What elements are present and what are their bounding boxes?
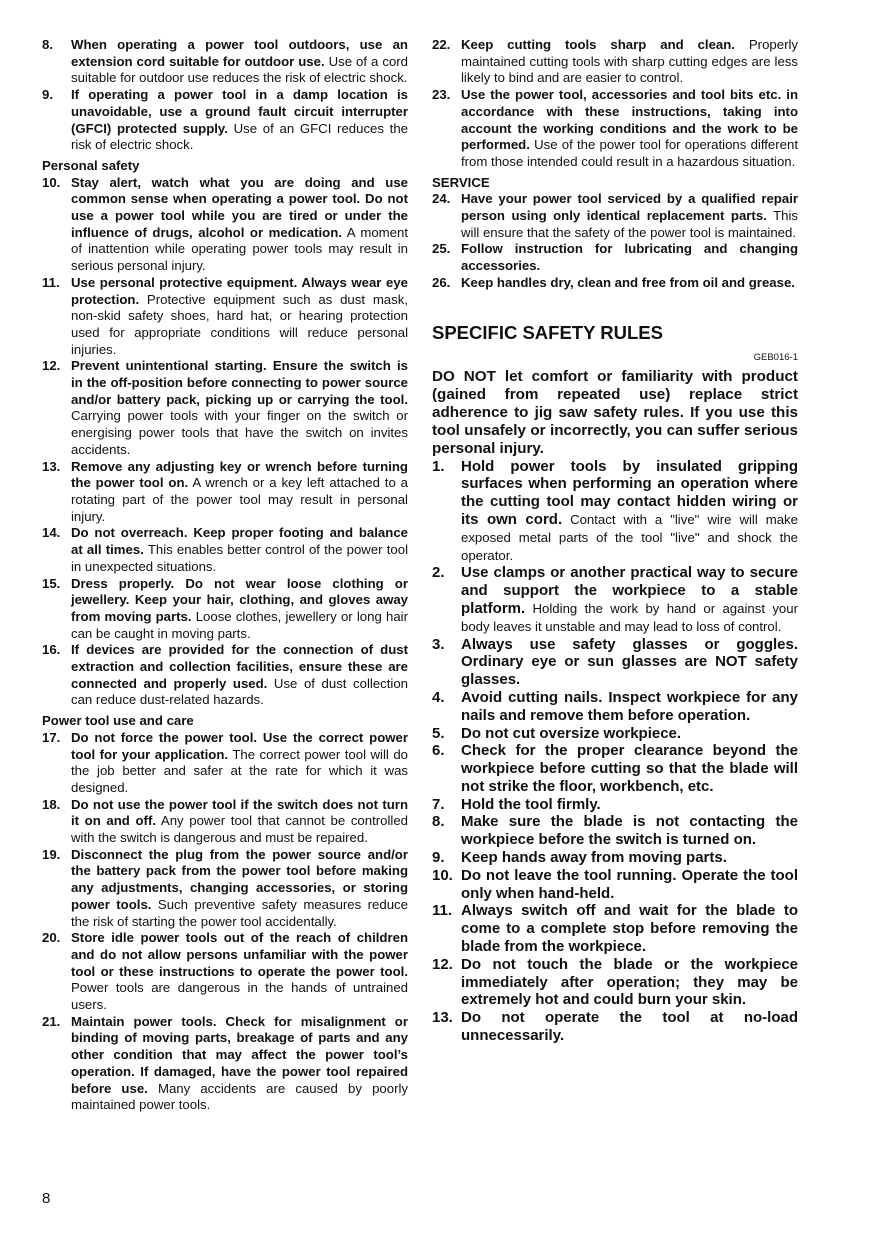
- rule-number: 9.: [432, 849, 445, 867]
- rule-item: [42, 797, 408, 847]
- intro-warning: DO NOT let comfort or familiarity with product (gained from repeated use) replace strict adherence to jig saw safety rules. If you use this tool unsafely or incorrectly, you can suffer serious personal injury.: [432, 367, 798, 457]
- section-heading: SPECIFIC SAFETY RULES: [432, 321, 663, 343]
- rule-bold-text: Do not use the power tool if the switch does not turn it on and off.: [71, 796, 408, 829]
- rule-number: 24.: [432, 191, 451, 207]
- rule-bold-text: Dress properly. Do not wear loose clothing or jewellery. Keep your hair, clothing, and gloves away from moving parts.: [71, 575, 408, 624]
- rule-text: [461, 867, 798, 903]
- rule-text: [71, 576, 408, 643]
- subsection-heading: Power tool use and care: [42, 713, 194, 729]
- rule-number: 26.: [432, 274, 451, 290]
- rule-text: [71, 1014, 408, 1114]
- rule-item: [432, 867, 798, 903]
- rule-item: [432, 902, 798, 955]
- right-column: [432, 37, 798, 1045]
- specific-rules-list: [432, 458, 798, 1045]
- rule-text: [71, 358, 408, 458]
- rule-bold-text: Always use safety glasses or goggles. Ordinary eye or sun glasses are NOT safety glasses.: [461, 635, 798, 689]
- rule-number: 23.: [432, 87, 451, 103]
- rule-bold-text: Always switch off and wait for the blade to come to a complete stop before removing the blade from the workpiece.: [461, 902, 798, 956]
- rule-text: [461, 37, 798, 87]
- rule-number: 7.: [432, 795, 445, 813]
- rule-item: [432, 1009, 798, 1045]
- rule-bold-text: Do not touch the blade or the workpiece immediately after operation; they may be extremely hot and could burn your skin.: [461, 955, 798, 1009]
- rule-item: [42, 930, 408, 1014]
- rule-text: [461, 275, 798, 292]
- rule-text: [461, 725, 798, 743]
- rule-item: [42, 459, 408, 526]
- rule-item: [432, 458, 798, 565]
- rule-item: [432, 725, 798, 743]
- rule-item: [42, 37, 408, 87]
- rule-bold-text: Store idle power tools out of the reach of children and do not allow persons unfamiliar with the power tool or these instructions to operate the power tool.: [71, 930, 408, 979]
- rule-explanation: Properly maintained cutting tools with sharp cutting edges are less likely to bind and are easier to control.: [461, 37, 798, 86]
- rule-text: [461, 956, 798, 1009]
- rule-explanation: Contact with a "live" wire will make exposed metal parts of the tool "live" and shock the operator.: [461, 511, 798, 563]
- rule-item: [432, 37, 798, 87]
- rule-item: [432, 956, 798, 1009]
- rule-item: [42, 642, 408, 709]
- rule-item: [42, 1014, 408, 1114]
- rule-item: [42, 576, 408, 643]
- general-rules-continued: [432, 37, 798, 292]
- rule-item: [432, 191, 798, 241]
- rule-number: 15.: [42, 575, 61, 591]
- rule-text: [461, 849, 798, 867]
- rule-explanation: Protective equipment such as dust mask, non-skid safety shoes, hard hat, or hearing protection used for appropriate conditions will reduce personal injuries.: [71, 291, 408, 357]
- rule-number: 25.: [432, 241, 451, 257]
- rule-text: [461, 458, 798, 565]
- rule-explanation: Use of an GFCI reduces the risk of electric shock.: [71, 120, 408, 153]
- rule-bold-text: Prevent unintentional starting. Ensure the switch is in the off-position before connecting to power source and/or battery pack, picking up or carrying the tool.: [71, 358, 408, 407]
- rule-explanation: Power tools are dangerous in the hands of untrained users.: [71, 980, 408, 1013]
- rule-text: [461, 241, 798, 274]
- rule-bold-text: Use clamps or another practical way to secure and support the workpiece to a stable platform.: [461, 564, 798, 617]
- rule-bold-text: Hold power tools by insulated gripping surfaces when performing an operation where the cutting tool may contact hidden wiring or its own cord.: [461, 457, 798, 528]
- rule-bold-text: Do not cut oversize workpiece.: [461, 724, 682, 742]
- rule-number: 16.: [42, 642, 61, 658]
- rule-item: [432, 796, 798, 814]
- rule-bold-text: Make sure the blade is not contacting the workpiece before the switch is turned on.: [461, 813, 798, 849]
- rule-item: [432, 689, 798, 725]
- rule-bold-text: Do not force the power tool. Use the correct power tool for your application.: [71, 729, 408, 762]
- rule-item: [42, 358, 408, 458]
- rule-number: 9.: [42, 87, 53, 103]
- rule-bold-text: Use the power tool, accessories and tool bits etc. in accordance with these instructions, taking into account the working conditions and the work to be performed.: [461, 87, 798, 153]
- rule-text: [71, 87, 408, 154]
- rule-number: 18.: [42, 796, 61, 812]
- document-code: GEB016-1: [753, 351, 798, 363]
- rule-explanation: A wrench or a key left attached to a rotating part of the power tool may result in personal injury.: [71, 475, 408, 524]
- rule-number: 14.: [42, 525, 61, 541]
- rule-item: [432, 275, 798, 292]
- rule-text: [461, 813, 798, 849]
- rule-item: [432, 636, 798, 689]
- rule-number: 11.: [432, 902, 453, 920]
- rule-number: 19.: [42, 846, 61, 862]
- rule-number: 4.: [432, 688, 445, 706]
- rule-explanation: Holding the work by hand or against your body leaves it unstable and may lead to loss of control.: [461, 600, 798, 634]
- rule-number: 20.: [42, 930, 61, 946]
- rule-text: [71, 930, 408, 1014]
- rule-text: [461, 191, 798, 241]
- rule-bold-text: Do not overreach. Keep proper footing and balance at all times.: [71, 525, 408, 558]
- rule-text: [71, 730, 408, 797]
- rule-explanation: Use of a cord suitable for outdoor use reduces the risk of electric shock.: [71, 53, 408, 86]
- rule-item: [42, 525, 408, 575]
- rule-number: 5.: [432, 724, 445, 742]
- rule-number: 13.: [432, 1009, 453, 1027]
- rule-item: [432, 742, 798, 795]
- rule-bold-text: Follow instruction for lubricating and changing accessories.: [461, 241, 798, 274]
- rule-bold-text: Maintain power tools. Check for misalignment or binding of moving parts, breakage of parts and any other condition that may affect the power tool’s operation. If damaged, have the power tool repaired before use.: [71, 1013, 408, 1096]
- rule-bold-text: Keep cutting tools sharp and clean.: [461, 37, 735, 52]
- rule-text: [71, 642, 408, 709]
- rule-number: 12.: [42, 358, 61, 374]
- rule-text: [71, 797, 408, 847]
- rule-number: 17.: [42, 729, 61, 745]
- rule-explanation: Any power tool that cannot be controlled with the switch is dangerous and must be repaired.: [71, 813, 409, 846]
- page-number: 8: [42, 1190, 51, 1207]
- rule-text: [461, 636, 798, 689]
- rule-bold-text: If operating a power tool in a damp location is unavoidable, use a ground fault circuit interrupter (GFCI) protected supply.: [71, 87, 408, 136]
- rule-item: [432, 849, 798, 867]
- rule-bold-text: Keep hands away from moving parts.: [461, 849, 727, 867]
- rule-bold-text: Stay alert, watch what you are doing and use common sense when operating a power tool. Do not use a power tool while you are tired or under the influence of drugs, alcohol or medication.: [71, 174, 408, 240]
- rule-text: [71, 175, 408, 275]
- rule-explanation: Use of the power tool for operations different from those intended could result in a hazardous situation.: [461, 137, 798, 169]
- rule-number: 6.: [432, 742, 445, 760]
- rule-explanation: A moment of inattention while operating power tools may result in serious personal injury.: [71, 224, 408, 274]
- rule-number: 1.: [432, 457, 445, 475]
- rule-text: [71, 275, 408, 359]
- rule-item: [42, 847, 408, 931]
- rule-bold-text: Check for the proper clearance beyond the workpiece before cutting so that the blade will not strike the floor, workbench, etc.: [461, 742, 798, 795]
- rule-number: 10.: [42, 174, 61, 190]
- rule-explanation: This enables better control of the power tool in unexpected situations.: [71, 542, 408, 574]
- rule-bold-text: Keep handles dry, clean and free from oil and grease.: [461, 274, 795, 290]
- rule-bold-text: Do not leave the tool running. Operate the tool only when hand-held.: [461, 866, 798, 902]
- rule-number: 13.: [42, 458, 61, 474]
- rule-text: [461, 796, 798, 814]
- rule-text: [461, 1009, 798, 1045]
- rule-number: 8.: [42, 37, 53, 52]
- rule-number: 11.: [42, 274, 60, 290]
- rule-item: [432, 87, 798, 171]
- rule-item: [42, 730, 408, 797]
- rule-number: 3.: [432, 635, 445, 653]
- rule-text: [461, 742, 798, 795]
- subsection-heading: SERVICE: [432, 174, 490, 190]
- rule-number: 10.: [432, 866, 453, 884]
- rule-item: [42, 275, 408, 359]
- rule-explanation: Loose clothes, jewellery or long hair can be caught in moving parts.: [71, 608, 408, 641]
- rule-item: [432, 564, 798, 635]
- rule-explanation: Use of dust collection can reduce dust-related hazards.: [71, 675, 409, 708]
- rule-item: [432, 813, 798, 849]
- rule-number: 2.: [432, 564, 445, 582]
- rule-bold-text: Avoid cutting nails. Inspect workpiece for any nails and remove them before operation.: [461, 688, 798, 724]
- rule-number: 22.: [432, 37, 451, 52]
- rule-bold-text: Remove any adjusting key or wrench before turning the power tool on.: [71, 458, 408, 491]
- rule-text: [71, 37, 408, 87]
- rule-item: [432, 241, 798, 274]
- rule-bold-text: If devices are provided for the connection of dust extraction and collection facilities, ensure these are connected and properly used.: [71, 642, 408, 691]
- rule-explanation: Many accidents are caused by poorly maintained power tools.: [71, 1080, 409, 1113]
- subsection-heading: Personal safety: [42, 157, 140, 173]
- rule-bold-text: Have your power tool serviced by a qualified repair person using only identical replacement parts.: [461, 191, 798, 224]
- rule-explanation: Such preventive safety measures reduce the risk of starting the power tool accidentally.: [71, 896, 408, 929]
- rule-explanation: This will ensure that the safety of the power tool is maintained.: [461, 208, 798, 240]
- rule-number: 12.: [432, 955, 453, 973]
- rule-bold-text: Use personal protective equipment. Always wear eye protection.: [71, 274, 408, 307]
- rule-number: 21.: [42, 1013, 61, 1029]
- rule-text: [71, 459, 408, 526]
- rule-item: [42, 87, 408, 154]
- rule-explanation: The correct power tool will do the job better and safer at the rate for which it was designed.: [71, 746, 408, 795]
- rule-text: [461, 564, 798, 635]
- rule-bold-text: Hold the tool firmly.: [461, 795, 601, 813]
- rule-text: [461, 689, 798, 725]
- rule-bold-text: When operating a power tool outdoors, use an extension cord suitable for outdoor use.: [71, 37, 408, 69]
- rule-explanation: Carrying power tools with your finger on the switch or energising power tools that have the switch on invites accidents.: [71, 408, 408, 457]
- rule-number: 8.: [432, 813, 445, 831]
- rule-bold-text: Disconnect the plug from the power source and/or the battery pack from the power tool before making any adjustments, changing accessories, or storing power tools.: [71, 846, 408, 912]
- rule-text: [71, 525, 408, 575]
- rule-text: [461, 902, 798, 955]
- left-column: [42, 37, 408, 1114]
- rule-bold-text: Do not operate the tool at no-load unnecessarily.: [461, 1009, 798, 1045]
- rule-text: [71, 847, 408, 931]
- rule-item: [42, 175, 408, 275]
- rule-text: [461, 87, 798, 171]
